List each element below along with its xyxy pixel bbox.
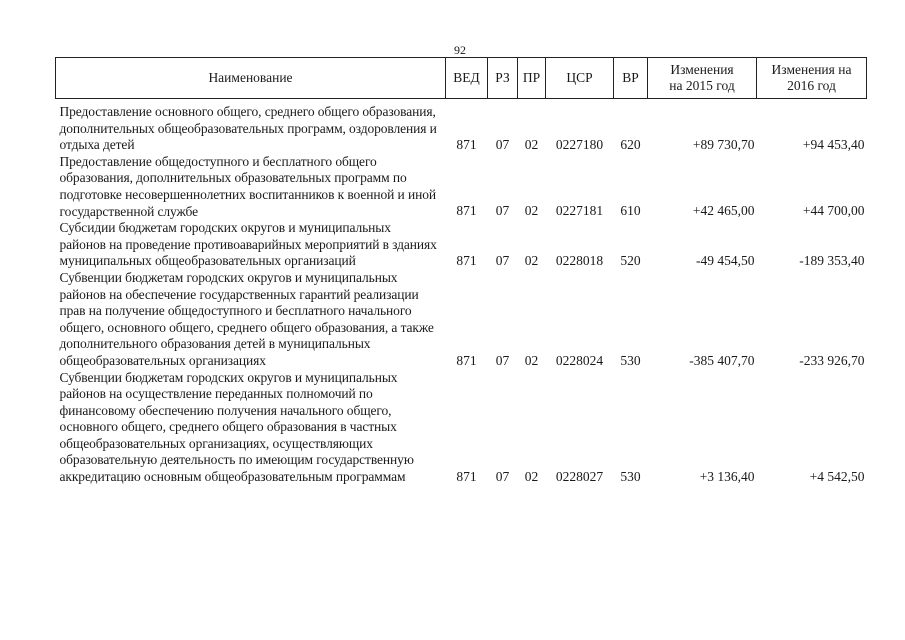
row-rz: 07: [495, 203, 510, 219]
row-csr: 0228027: [555, 468, 604, 484]
table-row: [56, 270, 867, 370]
row-ved: 871: [456, 136, 477, 152]
row-vr: 530: [620, 468, 641, 484]
row-change-2015: -385 407,70: [689, 352, 755, 368]
row-rz: 07: [495, 136, 510, 152]
row-csr: 0227180: [555, 136, 604, 152]
header-pr: ПР: [518, 58, 546, 99]
header-change-2016-line2: 2016 год: [787, 78, 836, 93]
row-name: Предоставление основного общего, среднего общего образования, дополнительных общеобразовательных программ, оздоровления и отдыха детей: [59, 104, 437, 153]
page-number: 92: [454, 43, 466, 57]
header-csr: ЦСР: [546, 58, 614, 99]
table-row: [56, 99, 867, 154]
row-change-2016: -189 353,40: [799, 253, 865, 269]
row-change-2015: +3 136,40: [699, 468, 755, 484]
header-name: Наименование: [56, 58, 446, 99]
row-pr: 02: [524, 136, 539, 152]
row-rz: 07: [495, 352, 510, 368]
row-ved: 871: [456, 352, 477, 368]
table-row: [56, 220, 867, 270]
row-vr: 530: [620, 352, 641, 368]
row-csr: 0228018: [555, 253, 604, 269]
row-pr: 02: [524, 203, 539, 219]
row-csr: 0227181: [555, 203, 604, 219]
header-change-2015-line2: на 2015 год: [669, 78, 735, 93]
row-ved: 871: [456, 203, 477, 219]
budget-changes-table: [55, 57, 867, 486]
row-name: Субвенции бюджетам городских округов и муниципальных районов на осуществление переданных полномочий по финансовому обеспечению получения начального общего, основного общего, среднего общего образования в частных общеобразовательных организациях, осуществляющих образовательную деятельность по имеющим государственную аккредитацию основным общеобразовательным программам: [59, 369, 414, 485]
header-ved: ВЕД: [446, 58, 488, 99]
row-vr: 520: [620, 253, 641, 269]
row-rz: 07: [495, 253, 510, 269]
row-ved: 871: [456, 253, 477, 269]
table-header-row: [56, 58, 867, 99]
row-name: Субсидии бюджетам городских округов и муниципальных районов на проведение противоаварийных мероприятий в зданиях муниципальных общеобразовательных организаций: [59, 220, 437, 269]
header-change-2015-line1: Изменения: [670, 62, 734, 77]
row-vr: 610: [620, 203, 641, 219]
row-change-2015: +42 465,00: [692, 203, 755, 219]
table-row: [56, 154, 867, 220]
row-pr: 02: [524, 253, 539, 269]
table-row: [56, 370, 867, 486]
row-vr: 620: [620, 136, 641, 152]
header-vr: ВР: [614, 58, 648, 99]
header-change-2016: [757, 58, 867, 99]
row-change-2016: +94 453,40: [802, 136, 865, 152]
row-change-2016: +4 542,50: [809, 468, 865, 484]
row-ved: 871: [456, 468, 477, 484]
header-rz: РЗ: [488, 58, 518, 99]
row-name: Предоставление общедоступного и бесплатного общего образования, дополнительных образовательных программ по подготовке несовершеннолетних воспитанников к военной и иной государственной службе: [59, 153, 436, 219]
row-change-2016: -233 926,70: [799, 352, 865, 368]
row-change-2015: -49 454,50: [696, 253, 755, 269]
row-pr: 02: [524, 352, 539, 368]
row-csr: 0228024: [555, 352, 604, 368]
row-name: Субвенции бюджетам городских округов и муниципальных районов на обеспечение государственных гарантий реализации прав на получение общедоступного и бесплатного начального общего, основного общего, среднего общего образования, а также дополнительного образования детей в муниципальных общеобразовательных организациях: [59, 269, 434, 368]
header-change-2015: [648, 58, 757, 99]
row-pr: 02: [524, 468, 539, 484]
header-change-2016-line1: Изменения на: [771, 62, 852, 77]
row-change-2015: +89 730,70: [692, 136, 755, 152]
row-rz: 07: [495, 468, 510, 484]
row-change-2016: +44 700,00: [802, 203, 865, 219]
